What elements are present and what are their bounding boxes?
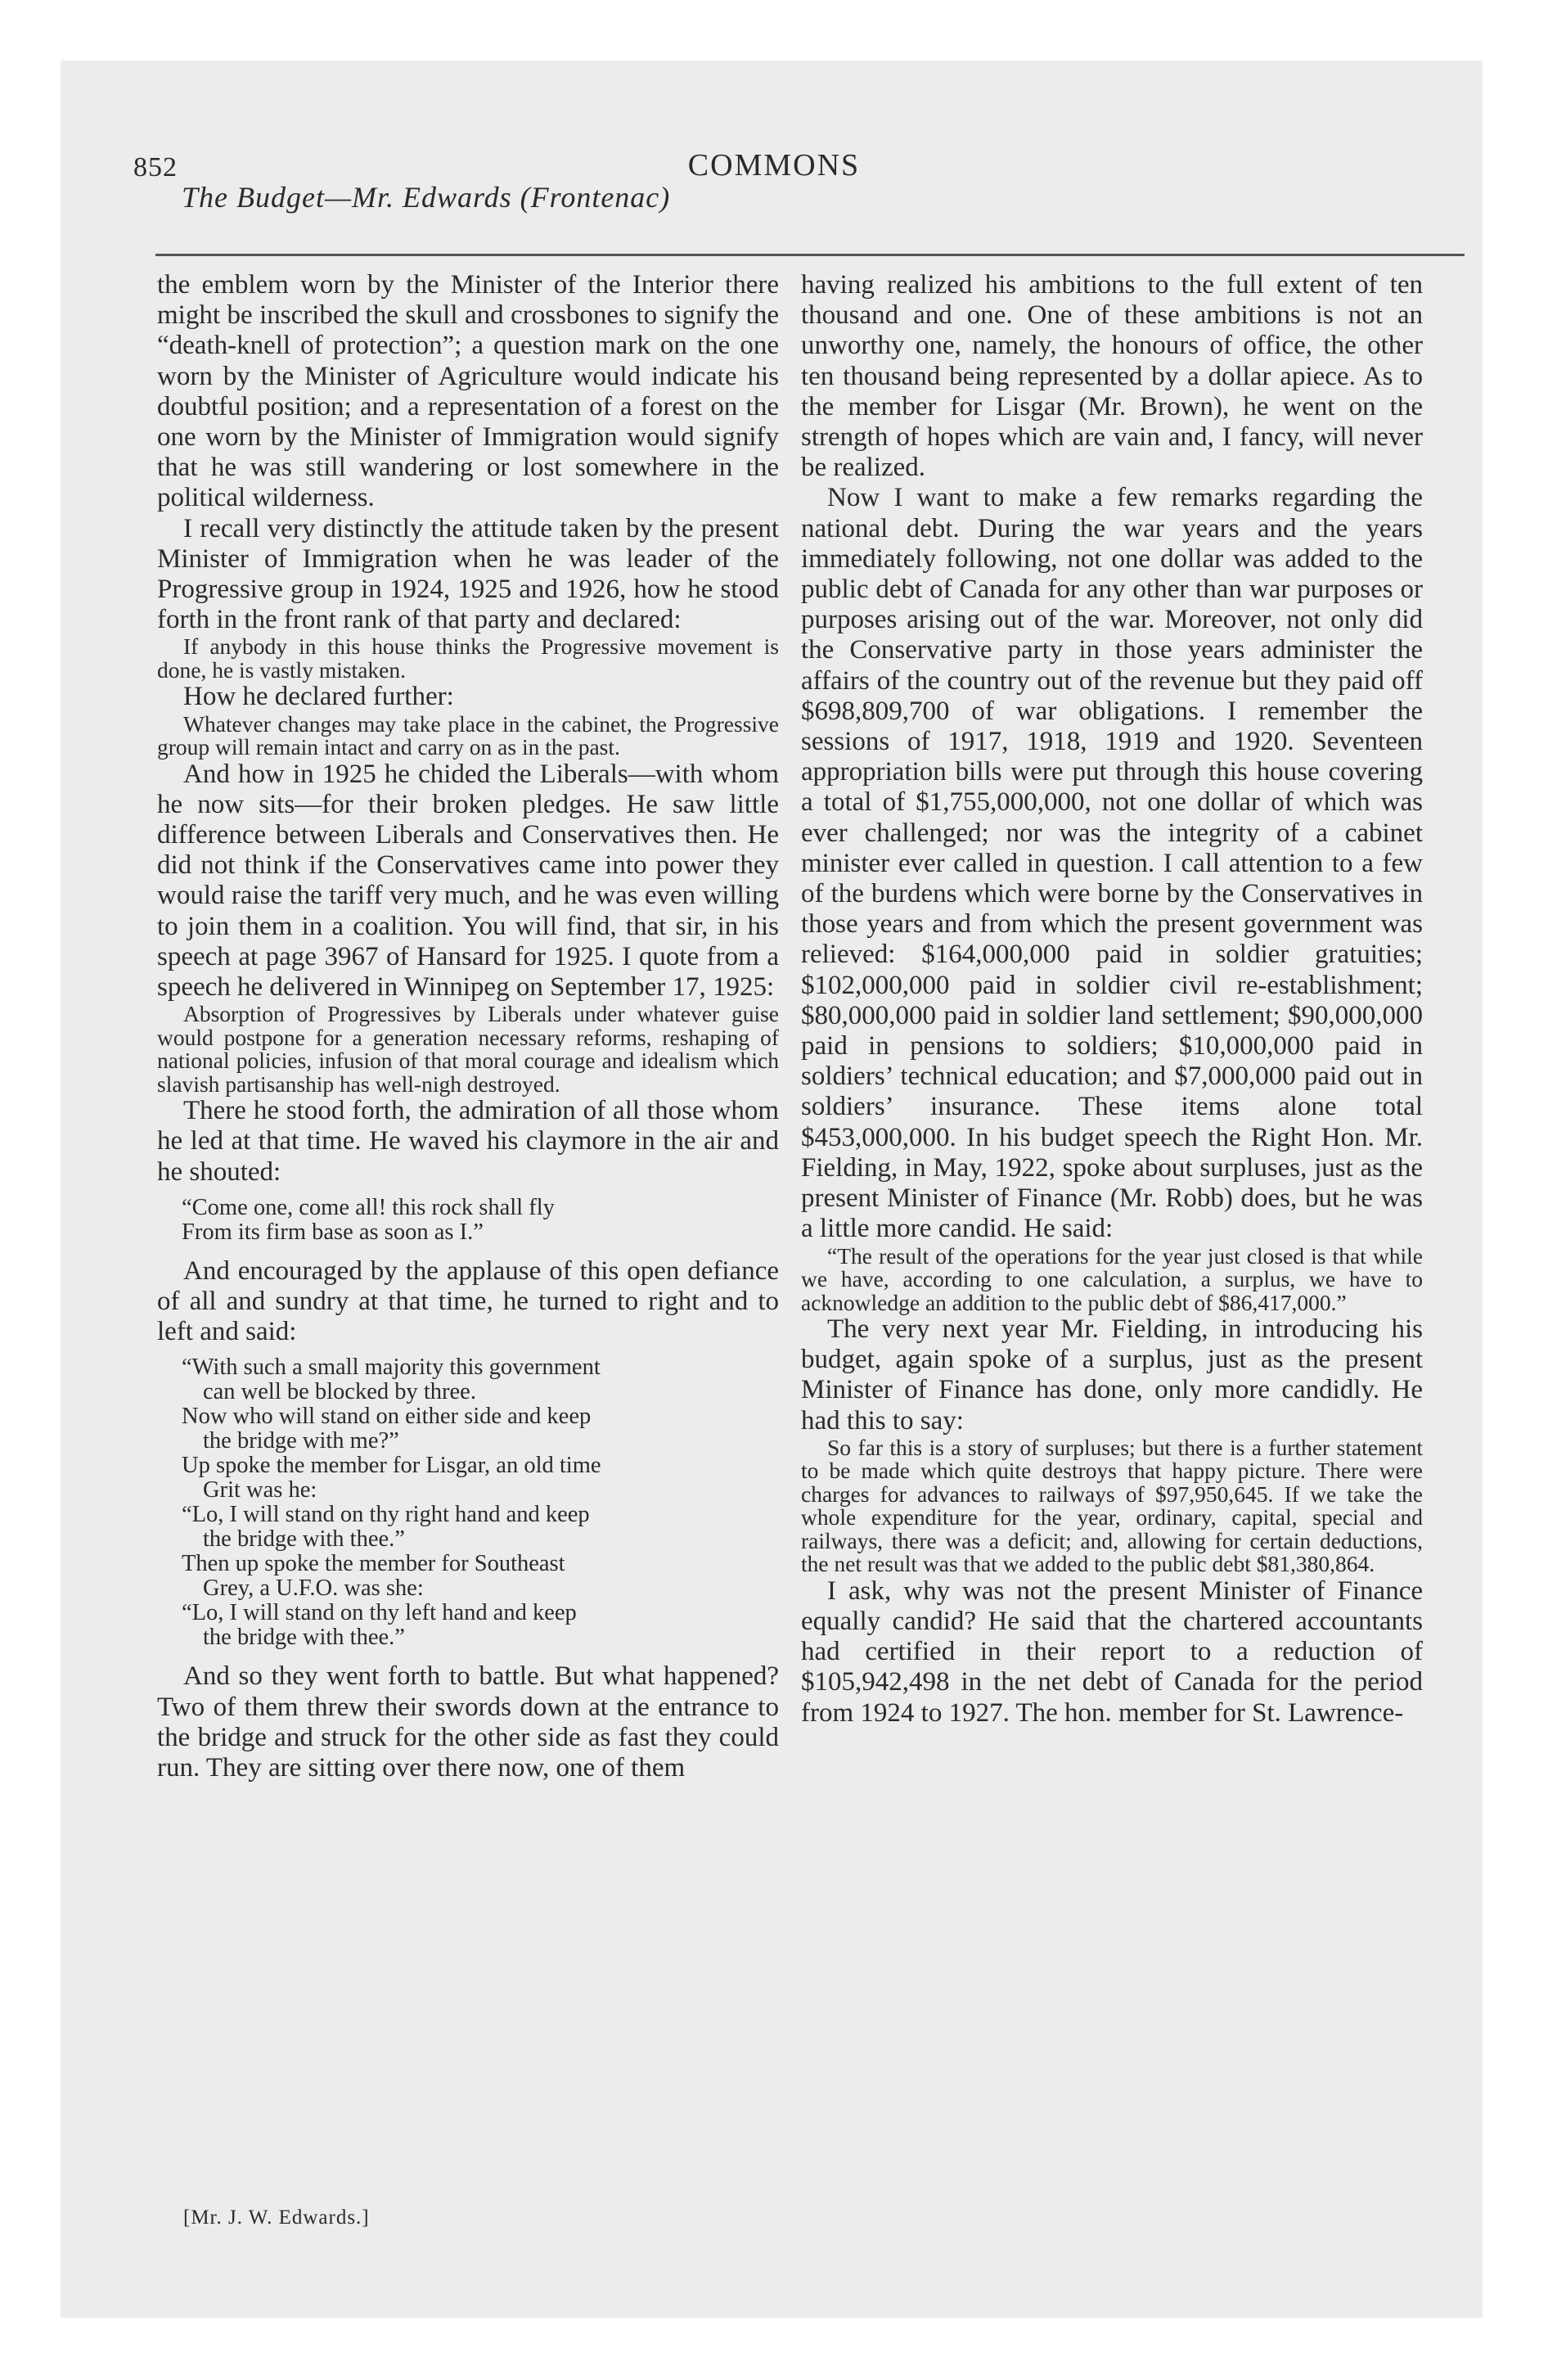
verse-line: From its firm base as soon as I.”: [182, 1219, 484, 1245]
verse-line: Now who will stand on either side and keep: [182, 1404, 592, 1430]
paragraph: There he stood forth, the admiration of all those whom he led at that time. He waved his claymore in the air and he shouted:: [157, 1096, 779, 1187]
block-quote: So far this is a story of surpluses; but there is a further statement to be made which quite destroys that happy picture. There were charges for advances to railways of $97,950,645. If we take the whole expenditure for the year, ordinary, capital, special and railways, there was a deficit; and, allowing for certain deductions, the net result was that we added to the public debt $81,380,864.: [801, 1434, 1423, 1577]
right-column: [801, 270, 1423, 1729]
left-column: [157, 270, 779, 1783]
paragraph: having realized his ambitions to the full extent of ten thousand and one. One of these ambitions is not an unworthy one, namely, the honours of office, the other ten thousand being represented by a dollar apiece. As to the member for Lisgar (Mr. Brown), he went on the strength of hopes which are vain and, I fancy, will never be realized.: [801, 270, 1423, 483]
paragraph: I recall very distinctly the attitude taken by the present Minister of Immigration when he was leader of the Progressive group in 1924, 1925 and 1926, how he stood forth in the front rank of that party and declared:: [157, 513, 779, 635]
block-quote: Absorption of Progressives by Liberals under whatever guise would postpone for a generation necessary reforms, reshaping of national policies, infusion of that moral courage and idealism which slavish partisanship has well-nigh destroyed.: [157, 1001, 779, 1097]
block-quote: “The result of the operations for the year just closed is that while we have, according to one calculation, a surplus, we have to acknowledge an addition to the public debt of $86,417,000.”: [801, 1242, 1423, 1315]
paragraph: How he declared further:: [183, 682, 454, 712]
header-rule: [155, 254, 1465, 256]
verse-line-continued: the bridge with thee.”: [203, 1625, 405, 1651]
verse-quote: [157, 1355, 779, 1650]
block-quote: If anybody in this house thinks the Progressive movement is done, he is vastly mistaken.: [157, 633, 779, 683]
verse-line-continued: Grit was he:: [203, 1477, 317, 1503]
paragraph: And so they went forth to battle. But what happened? Two of them threw their swords down at the entrance to the bridge and struck for the other side as fast they could run. They are sitting over there now, one of them: [157, 1661, 779, 1783]
page-subtitle: The Budget—Mr. Edwards (Frontenac): [182, 181, 671, 214]
verse-line-continued: Grey, a U.F.O. was she:: [203, 1575, 424, 1602]
paragraph: And how in 1925 he chided the Liberals—with whom he now sits—for their broken pledges. He saw little difference between Liberals and Conservatives then. He did not think if the Conservatives came into power they would raise the tariff very much, and he was even willing to join them in a coalition. You will find, that sir, in his speech at page 3967 of Hansard for 1925. I quote from a speech he delivered in Winnipeg on September 17, 1925:: [157, 759, 779, 1003]
verse-line: “Lo, I will stand on thy right hand and keep: [182, 1502, 590, 1528]
verse-line: “Lo, I will stand on thy left hand and keep: [182, 1600, 577, 1626]
verse-line: “Come one, come all! this rock shall fly: [182, 1194, 555, 1220]
verse-line-continued: the bridge with thee.”: [203, 1526, 405, 1553]
page-number: 852: [133, 152, 178, 183]
paragraph: I ask, why was not the present Minister of Finance equally candid? He said that the chartered accountants had certified in their report to a reduction of $105,942,498 in the net debt of Canada for the period from 1924 to 1927. The hon. member for St. Lawrence-: [801, 1575, 1423, 1728]
paragraph: the emblem worn by the Minister of the Interior there might be inscribed the skull and crossbones to signify the “death-knell of protection”; a question mark on the one worn by the Minister of Agriculture would indicate his doubtful position; and a representation of a forest on the one worn by the Minister of Immigration would signify that he was still wandering or lost somewhere in the political wilderness.: [157, 270, 779, 513]
verse-line: “With such a small majority this government: [182, 1355, 601, 1381]
verse-line-continued: can well be blocked by three.: [203, 1379, 476, 1405]
speaker-footer: [Mr. J. W. Edwards.]: [183, 2206, 370, 2229]
verse-line: Up spoke the member for Lisgar, an old time: [182, 1453, 601, 1479]
block-quote: Whatever changes may take place in the cabinet, the Progressive group will remain intact and carry on as in the past.: [157, 710, 779, 760]
paragraph: The very next year Mr. Fielding, in introducing his budget, again spoke of a surplus, just as the present Minister of Finance has done, only more candidly. He had this to say:: [801, 1314, 1423, 1436]
verse-quote: [157, 1196, 779, 1245]
verse-line-continued: the bridge with me?”: [203, 1428, 399, 1454]
paragraph: And encouraged by the applause of this open defiance of all and sundry at that time, he turned to right and to left and said:: [157, 1255, 779, 1347]
verse-line: Then up spoke the member for Southeast: [182, 1551, 565, 1577]
paragraph: Now I want to make a few remarks regarding the national debt. During the war years and the years immediately following, not one dollar was added to the public debt of Canada for any other than war purposes or purposes arising out of the war. Moreover, not only did the Conservative party in those years administer the affairs of the country out of the revenue but they paid off $698,809,700 of war obligations. I remember the sessions of 1917, 1918, 1919 and 1920. Seventeen appropriation bills were put through this house covering a total of $1,755,000,000, not one dollar of which was ever challenged; nor was the integrity of a cabinet minister ever called in question. I call attention to a few of the burdens which were borne by the Conservatives in those years and from which the present government was relieved: $164,000,000 paid in soldier gratuities; $102,000,000 paid in soldier civil re-establishment; $80,000,000 paid in soldier land settlement; $90,000,000 paid in pensions to soldiers; $10,000,000 paid in soldiers’ technical education; and $7,000,000 paid out in soldiers’ insurance. These items alone total $453,000,000. In his budget speech the Right Hon. Mr. Fielding, in May, 1922, spoke about surpluses, just as the present Minister of Finance (Mr. Robb) does, but he was a little more candid. He said:: [801, 483, 1423, 1244]
section-title: COMMONS: [687, 148, 861, 183]
